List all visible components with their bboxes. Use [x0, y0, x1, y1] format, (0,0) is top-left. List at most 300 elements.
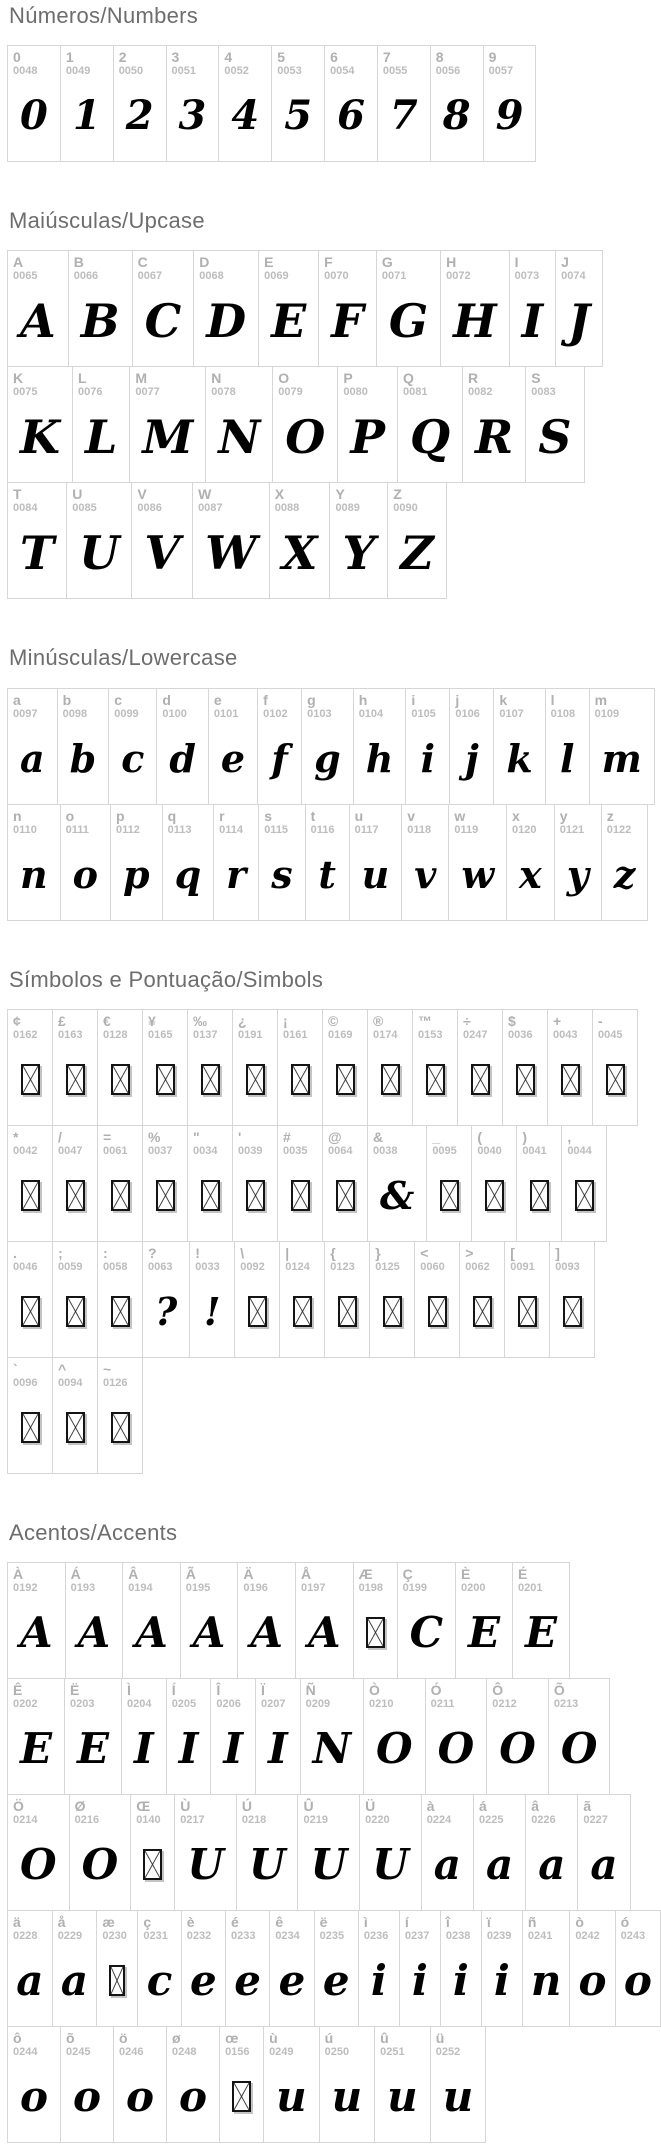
- glyph-preview: e: [220, 735, 246, 781]
- glyph-preview: [283, 1043, 317, 1117]
- cell-head: [119, 49, 161, 79]
- glyph-cell-0093: [549, 1241, 595, 1358]
- glyph-cell-0067: [132, 250, 195, 367]
- glyph-cell-0060: [414, 1241, 460, 1358]
- glyph-cell-0206: [210, 1678, 256, 1795]
- section-title-accents: Acentos/Accents: [9, 1519, 178, 1545]
- cell-head: [487, 1914, 517, 1944]
- missing-glyph-icon: [426, 1064, 445, 1095]
- cell-character-label: V: [137, 486, 147, 503]
- glyph-cell-0220: [359, 1794, 422, 1911]
- cell-character-label: 3: [171, 49, 180, 66]
- cell-character-label: b: [62, 691, 72, 708]
- cell-character-label: G: [381, 254, 393, 271]
- glyph-preview: A: [250, 1607, 283, 1657]
- cell-character-label: Õ: [553, 1681, 565, 1698]
- glyph-cell-0239: [481, 1910, 523, 2027]
- missing-glyph-icon: [381, 1064, 400, 1095]
- glyph-cell-0234: [269, 1910, 314, 2027]
- cell-head: [531, 370, 578, 400]
- glyph-preview: [13, 1159, 47, 1233]
- glyph-cell-0074: [555, 250, 603, 367]
- glyph-preview: D: [206, 294, 247, 349]
- glyph-preview: [238, 1159, 272, 1233]
- cell-head: [551, 692, 584, 722]
- glyph-preview: i: [411, 1955, 428, 2005]
- glyph-cell-0103: [301, 688, 354, 805]
- cell-head: [70, 1682, 116, 1712]
- glyph-cell-0071: [376, 250, 441, 367]
- glyph-cell-0037: [142, 1125, 188, 1242]
- glyph-preview: e: [322, 1955, 350, 2005]
- cell-character-label: 7: [382, 49, 391, 66]
- cell-character-label: È: [461, 1565, 471, 1582]
- cell-character-label: ~: [103, 1360, 112, 1377]
- glyph-cell-0066: [68, 250, 133, 367]
- glyph-cell-0041: [516, 1125, 562, 1242]
- glyph-preview: [103, 1275, 137, 1349]
- cell-unicode-code: 0229: [57, 1930, 83, 1943]
- cell-unicode-code: 0250: [324, 2046, 350, 2059]
- missing-glyph-icon: [471, 1064, 490, 1095]
- glyph-cell-0199: [397, 1562, 456, 1679]
- glyph-cell-0121: [554, 804, 602, 921]
- cell-head: [512, 808, 549, 838]
- glyph-cell-0102: [257, 688, 302, 805]
- glyph-cell-0034: [187, 1125, 233, 1242]
- cell-character-label: ‰: [193, 1012, 207, 1029]
- cell-head: [135, 370, 200, 400]
- cell-character-label: 2: [118, 49, 127, 66]
- glyph-cell-0108: [545, 688, 590, 805]
- cell-head: [13, 1682, 59, 1712]
- cell-character-label: 8: [435, 49, 444, 66]
- glyph-preview: u: [387, 2071, 418, 2121]
- glyph-cell-0033: [189, 1241, 235, 1358]
- section-title-symbols: Símbolos e Pontuação/Simbols: [9, 966, 324, 992]
- glyph-cell-0228: [7, 1910, 53, 2027]
- section-accents: [7, 1521, 661, 2143]
- glyph-cell-0140: [130, 1794, 175, 1911]
- cell-character-label: Ö: [13, 1797, 24, 1814]
- glyph-preview: ?: [155, 1288, 178, 1334]
- glyph-cell-0251: [374, 2026, 431, 2143]
- cell-character-label: L: [77, 370, 87, 387]
- glyph-cell-0113: [162, 804, 215, 921]
- cell-character-label: -: [598, 1012, 603, 1029]
- glyph-row: [7, 1910, 661, 2027]
- glyph-preview: [193, 1159, 227, 1233]
- cell-head: [278, 370, 332, 400]
- glyph-preview: v: [414, 851, 437, 897]
- glyph-cell-0062: [459, 1241, 505, 1358]
- cell-character-label: w: [454, 807, 466, 824]
- cell-head: [116, 808, 157, 838]
- cell-character-label: F: [324, 254, 333, 271]
- cell-unicode-code: 0241: [527, 1930, 553, 1943]
- cell-character-label: Ã: [185, 1565, 196, 1582]
- cell-character-label: Í: [171, 1681, 176, 1698]
- cell-unicode-code: 0061: [103, 1144, 128, 1157]
- cell-character-label: f: [263, 691, 268, 708]
- cell-unicode-code: 0118: [407, 823, 432, 836]
- cell-head: [143, 1914, 175, 1944]
- cell-head: [522, 1129, 556, 1159]
- cell-unicode-code: 0246: [119, 2046, 144, 2059]
- glyph-preview: X: [281, 526, 318, 581]
- cell-character-label: c: [114, 691, 122, 708]
- cell-head: [238, 1013, 272, 1043]
- glyph-preview: N: [312, 1723, 352, 1773]
- glyph-preview: G: [388, 294, 429, 349]
- glyph-cell-0075: [7, 366, 73, 483]
- cell-head: [219, 808, 253, 838]
- glyph-preview: o: [126, 2071, 155, 2121]
- glyph-cell-0197: [295, 1562, 354, 1679]
- cell-character-label: Î: [216, 1681, 221, 1698]
- glyph-cell-0083: [525, 366, 584, 483]
- cell-head: [211, 370, 267, 400]
- cell-head: [102, 1914, 132, 1944]
- cell-character-label: ÷: [463, 1012, 471, 1029]
- glyph-preview: o: [623, 1955, 652, 2005]
- cell-unicode-code: 0078: [211, 386, 236, 399]
- missing-glyph-icon: [366, 1617, 385, 1648]
- glyph-cell-0064: [322, 1125, 368, 1242]
- glyph-row: [7, 1009, 661, 1126]
- cell-unicode-code: 0116: [310, 823, 335, 836]
- cell-head: [58, 1914, 92, 1944]
- cell-head: [355, 808, 397, 838]
- glyph-preview: 4: [231, 92, 260, 140]
- cell-unicode-code: 0050: [118, 65, 144, 78]
- cell-unicode-code: 0169: [328, 1028, 353, 1041]
- cell-character-label: k: [499, 691, 508, 708]
- glyph-preview: j: [464, 735, 479, 781]
- cell-character-label: Ò: [369, 1681, 380, 1698]
- glyph-cell-0088: [269, 482, 331, 599]
- glyph-cell-0218: [236, 1794, 299, 1911]
- cell-head: [137, 486, 187, 516]
- glyph-cell-0104: [353, 688, 407, 805]
- missing-glyph-icon: [336, 1064, 355, 1095]
- cell-head: [492, 1682, 543, 1712]
- cell-unicode-code: 0140: [136, 1814, 161, 1827]
- glyph-cell-0058: [97, 1241, 143, 1358]
- cell-head: [13, 370, 67, 400]
- missing-glyph-icon: [530, 1180, 549, 1211]
- cell-unicode-code: 0053: [277, 65, 302, 78]
- glyph-preview: W: [205, 526, 257, 581]
- cell-head: [455, 692, 488, 722]
- cell-head: [393, 486, 441, 516]
- missing-glyph-icon: [66, 1180, 85, 1211]
- cell-unicode-code: 0193: [70, 1582, 96, 1595]
- glyph-cell-0035: [277, 1125, 323, 1242]
- cell-unicode-code: 0165: [148, 1028, 173, 1041]
- cell-character-label: ¢: [13, 1012, 21, 1029]
- glyph-cell-0042: [7, 1125, 53, 1242]
- cell-character-label: R: [468, 370, 479, 387]
- glyph-preview: C: [409, 1607, 443, 1657]
- cell-character-label: i: [411, 691, 416, 708]
- glyph-row: [7, 1357, 661, 1474]
- glyph-cell-0106: [449, 688, 494, 805]
- cell-head: [195, 1245, 229, 1275]
- glyph-cell-0153: [412, 1009, 458, 1126]
- cell-head: [306, 1682, 358, 1712]
- glyph-preview: [58, 1391, 92, 1465]
- glyph-preview: [136, 1828, 169, 1902]
- cell-character-label: d: [162, 691, 171, 708]
- missing-glyph-icon: [428, 1296, 447, 1327]
- cell-head: [58, 1013, 92, 1043]
- glyph-preview: 9: [495, 92, 524, 140]
- cell-head: [199, 254, 253, 284]
- section-rows: [7, 688, 661, 921]
- glyph-cell-0196: [237, 1562, 296, 1679]
- glyph-cell-0252: [430, 2026, 487, 2143]
- missing-glyph-icon: [516, 1064, 535, 1095]
- cell-unicode-code: 0114: [219, 823, 244, 836]
- cell-head: [325, 2030, 370, 2060]
- cell-unicode-code: 0040: [477, 1144, 502, 1157]
- cell-unicode-code: 0207: [261, 1698, 286, 1711]
- glyph-cell-0072: [440, 250, 509, 367]
- glyph-row: [7, 1678, 661, 1795]
- cell-head: [72, 486, 126, 516]
- glyph-preview: [432, 1159, 466, 1233]
- cell-unicode-code: 0085: [72, 502, 97, 515]
- cell-unicode-code: 0106: [455, 707, 480, 720]
- cell-character-label: ó: [620, 1913, 630, 1930]
- glyph-cell-0057: [483, 45, 537, 162]
- cell-unicode-code: 0117: [354, 823, 379, 836]
- cell-character-label: ê: [275, 1913, 284, 1930]
- cell-unicode-code: 0074: [561, 270, 586, 283]
- cell-head: [359, 692, 401, 722]
- glyph-cell-0238: [440, 1910, 482, 2027]
- cell-character-label: À: [13, 1565, 24, 1582]
- cell-character-label: S: [531, 370, 541, 387]
- section-rows: [7, 1562, 661, 2143]
- cell-unicode-code: 0043: [553, 1028, 578, 1041]
- cell-head: [330, 49, 372, 79]
- glyph-cell-0112: [110, 804, 163, 921]
- cell-character-label: ü: [435, 2029, 445, 2046]
- glyph-preview: O: [81, 1839, 119, 1889]
- cell-unicode-code: 0218: [241, 1814, 267, 1827]
- glyph-cell-0049: [60, 45, 114, 162]
- glyph-preview: a: [16, 1955, 44, 2005]
- cell-character-label: W: [198, 486, 212, 503]
- cell-character-label: ò: [575, 1913, 584, 1930]
- cell-character-label: á: [478, 1797, 487, 1814]
- glyph-preview: N: [218, 410, 261, 465]
- cell-unicode-code: 0238: [445, 1930, 471, 1943]
- cell-character-label: Á: [70, 1565, 81, 1582]
- cell-unicode-code: 0161: [283, 1028, 308, 1041]
- cell-character-label: T: [13, 486, 22, 503]
- glyph-cell-0080: [337, 366, 398, 483]
- cell-head: [66, 49, 108, 79]
- cell-head: [403, 1566, 450, 1596]
- glyph-preview: [522, 1159, 556, 1233]
- cell-character-label: å: [57, 1913, 66, 1930]
- cell-head: [561, 254, 597, 284]
- glyph-cell-0137: [187, 1009, 233, 1126]
- glyph-cell-0105: [405, 688, 450, 805]
- missing-glyph-icon: [21, 1180, 40, 1211]
- missing-glyph-icon: [21, 1296, 40, 1327]
- glyph-cell-0242: [569, 1910, 615, 2027]
- cell-character-label: Å: [300, 1565, 312, 1582]
- cell-unicode-code: 0067: [137, 270, 163, 283]
- glyph-preview: z: [613, 851, 636, 897]
- cell-head: [261, 1682, 295, 1712]
- glyph-preview: [103, 1159, 137, 1233]
- glyph-cell-0227: [577, 1794, 630, 1911]
- cell-character-label: ù: [269, 2029, 278, 2046]
- glyph-preview: [193, 1043, 227, 1117]
- glyph-cell-0214: [7, 1794, 70, 1911]
- cell-unicode-code: 0055: [382, 65, 408, 78]
- cell-head: [468, 370, 520, 400]
- section-title-numbers: Números/Numbers: [9, 3, 199, 28]
- cell-character-label: >: [465, 1244, 474, 1261]
- glyph-preview: E: [77, 1723, 110, 1773]
- cell-unicode-code: 0125: [375, 1260, 400, 1273]
- cell-unicode-code: 0090: [393, 502, 418, 515]
- cell-head: [277, 49, 319, 79]
- cell-character-label: x: [512, 807, 520, 824]
- cell-unicode-code: 0070: [324, 270, 349, 283]
- glyph-preview: u: [331, 2071, 363, 2121]
- missing-glyph-icon: [156, 1180, 175, 1211]
- glyph-preview: a: [485, 1839, 514, 1889]
- cell-head: [225, 2030, 258, 2060]
- cell-character-label: e: [213, 691, 222, 708]
- cell-head: [264, 808, 299, 838]
- cell-unicode-code: 0163: [58, 1028, 83, 1041]
- glyph-preview: [58, 1159, 92, 1233]
- section-numbers: [7, 4, 661, 162]
- glyph-preview: u: [276, 2071, 307, 2121]
- cell-head: [427, 1798, 468, 1828]
- cell-unicode-code: 0137: [193, 1028, 218, 1041]
- cell-character-label: `: [13, 1360, 18, 1377]
- cell-character-label: ¡: [283, 1012, 288, 1029]
- glyph-cell-0236: [358, 1910, 400, 2027]
- cell-character-label: ë: [319, 1913, 328, 1930]
- glyph-cell-0043: [547, 1009, 593, 1126]
- glyph-preview: [240, 1275, 274, 1349]
- cell-unicode-code: 0092: [240, 1260, 265, 1273]
- cell-head: [583, 1798, 624, 1828]
- glyph-cell-0219: [297, 1794, 360, 1911]
- glyph-preview: [102, 1944, 132, 2018]
- cell-character-label: (: [477, 1128, 482, 1145]
- cell-character-label: g: [307, 691, 316, 708]
- cell-character-label: O: [278, 370, 290, 387]
- glyph-preview: [58, 1275, 92, 1349]
- glyph-preview: [58, 1043, 92, 1117]
- cell-unicode-code: 0252: [435, 2046, 461, 2059]
- glyph-preview: c: [121, 735, 145, 781]
- cell-unicode-code: 0196: [243, 1582, 268, 1595]
- cell-unicode-code: 0245: [66, 2046, 91, 2059]
- cell-character-label: ç: [143, 1913, 152, 1930]
- cell-character-label: î: [445, 1913, 450, 1930]
- glyph-cell-0095: [426, 1125, 472, 1242]
- glyph-cell-0056: [430, 45, 484, 162]
- glyph-cell-0044: [561, 1125, 607, 1242]
- glyph-preview: O: [499, 1723, 536, 1773]
- glyph-cell-0192: [7, 1562, 66, 1679]
- cell-head: [555, 1245, 589, 1275]
- glyph-preview: p: [123, 851, 150, 897]
- section-rows: [7, 45, 661, 162]
- glyph-cell-0118: [401, 804, 449, 921]
- glyph-row: [7, 366, 661, 483]
- cell-unicode-code: 0115: [264, 823, 289, 836]
- glyph-preview: u: [442, 2071, 474, 2121]
- cell-unicode-code: 0058: [103, 1260, 128, 1273]
- cell-unicode-code: 0045: [598, 1028, 623, 1041]
- cell-character-label: Ï: [261, 1681, 265, 1698]
- glyph-cell-0040: [471, 1125, 517, 1242]
- cell-unicode-code: 0210: [369, 1698, 394, 1711]
- cell-character-label: y: [559, 807, 568, 824]
- cell-character-label: a: [13, 691, 21, 708]
- cell-head: [436, 49, 478, 79]
- cell-character-label: |: [285, 1244, 290, 1261]
- glyph-cell-0213: [548, 1678, 611, 1795]
- cell-character-label: Ä: [243, 1565, 254, 1582]
- cell-unicode-code: 0225: [478, 1814, 504, 1827]
- glyph-preview: J: [568, 294, 590, 349]
- missing-glyph-icon: [336, 1180, 355, 1211]
- missing-glyph-icon: [338, 1296, 357, 1327]
- cell-character-label: â: [531, 1797, 539, 1814]
- glyph-cell-0230: [96, 1910, 138, 2027]
- missing-glyph-icon: [66, 1064, 85, 1095]
- glyph-cell-0174: [367, 1009, 413, 1126]
- cell-head: [621, 1914, 655, 1944]
- cell-head: [418, 1013, 452, 1043]
- cell-unicode-code: 0226: [531, 1814, 556, 1827]
- glyph-cell-0110: [7, 804, 61, 921]
- cell-unicode-code: 0244: [13, 2046, 38, 2059]
- cell-character-label: ]: [555, 1244, 560, 1261]
- cell-character-label: .: [13, 1244, 17, 1261]
- glyph-preview: T: [20, 526, 55, 581]
- cell-character-label: X: [274, 486, 285, 503]
- cell-head: [567, 1129, 601, 1159]
- cell-unicode-code: 0091: [510, 1260, 535, 1273]
- glyph-preview: [508, 1043, 542, 1117]
- missing-glyph-icon: [246, 1064, 265, 1095]
- cell-unicode-code: 0035: [283, 1144, 308, 1157]
- cell-unicode-code: 0041: [522, 1144, 547, 1157]
- glyph-cell-0210: [363, 1678, 426, 1795]
- cell-head: [187, 1914, 220, 1944]
- missing-glyph-icon: [561, 1064, 580, 1095]
- cell-head: [373, 1013, 407, 1043]
- cell-character-label: J: [561, 254, 569, 271]
- cell-character-label: n: [13, 807, 22, 824]
- glyph-cell-0126: [97, 1357, 143, 1474]
